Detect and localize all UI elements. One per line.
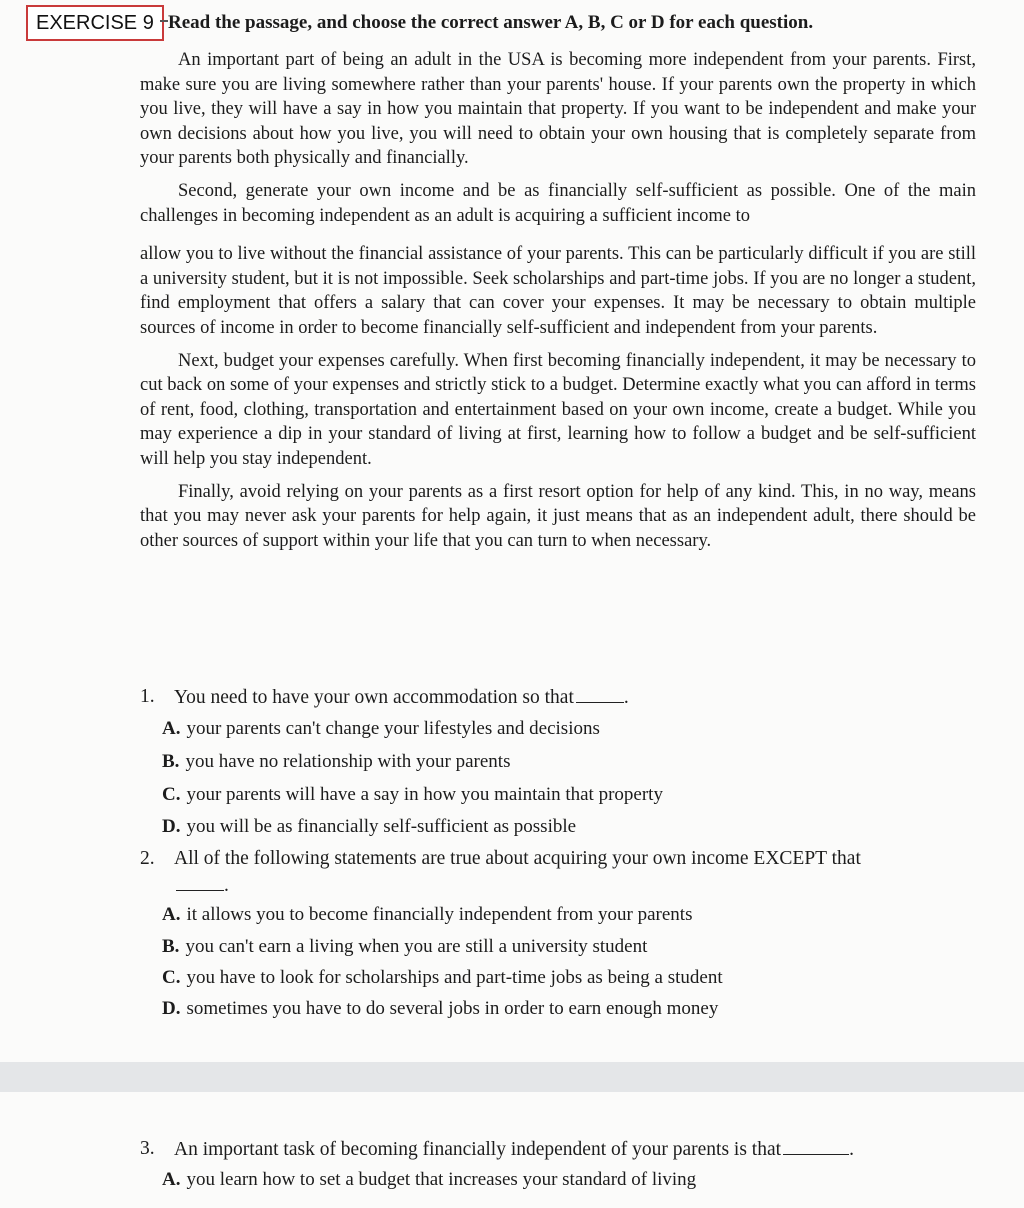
question-stem xyxy=(174,686,629,709)
option-letter: B. xyxy=(162,751,180,772)
question-blank-line xyxy=(174,874,229,897)
option-letter: C. xyxy=(162,967,181,988)
question-number: 1. xyxy=(140,686,155,707)
option-text: you will be as financially self-sufficient as possible xyxy=(186,816,577,837)
option-text: you learn how to set a budget that increases your standard of living xyxy=(186,1169,697,1190)
page-separator xyxy=(0,1062,1024,1092)
option-text: it allows you to become financially independent from your parents xyxy=(186,904,693,925)
question-number: 2. xyxy=(140,848,155,869)
question-end: . xyxy=(623,687,629,708)
option-letter: A. xyxy=(162,904,181,925)
exercise-label: EXERCISE 9 xyxy=(26,5,164,41)
option-text: you have no relationship with your parents xyxy=(185,751,511,772)
label-connector xyxy=(160,20,168,22)
question-text: You need to have your own accommodation so that xyxy=(174,687,574,708)
option-a[interactable] xyxy=(162,904,692,926)
exercise-instruction: Read the passage, and choose the correct answer A, B, C or D for each question. xyxy=(168,12,814,33)
option-text: you have to look for scholarships and part-time jobs as being a student xyxy=(186,967,723,988)
option-letter: D. xyxy=(162,816,181,837)
answer-blank xyxy=(576,686,624,703)
question-end: . xyxy=(849,1139,854,1160)
option-b[interactable] xyxy=(162,936,647,958)
option-d[interactable] xyxy=(162,998,718,1020)
passage-paragraph: allow you to live without the financial assistance of your parents. This can be particularly difficult if you are still a university student, but it is not impossible. Seek scholarships and part-time jobs. If you are no longer a student, find employment that offers a salary that can cover your expenses. It may be necessary to obtain multiple sources of income in order to become financially self-sufficient and independent from your parents. xyxy=(140,244,976,338)
option-text: your parents will have a say in how you maintain that property xyxy=(186,784,663,805)
question-end: . xyxy=(224,875,229,896)
option-b[interactable] xyxy=(162,751,510,773)
option-text: sometimes you have to do several jobs in order to earn enough money xyxy=(186,998,719,1019)
answer-blank xyxy=(783,1138,849,1155)
option-a[interactable] xyxy=(162,1169,696,1191)
option-text: your parents can't change your lifestyles and decisions xyxy=(186,718,600,739)
option-letter: B. xyxy=(162,936,180,957)
option-letter: A. xyxy=(162,1169,181,1190)
question-text: An important task of becoming financially independent of your parents is that xyxy=(174,1139,782,1160)
answer-blank xyxy=(176,874,224,891)
option-d[interactable] xyxy=(162,816,576,838)
passage-paragraph: An important part of being an adult in the USA is becoming more independent from your parents. First, make sure you are living somewhere rather than your parents' house. If your parents own the property in which you live, they will have a say in how you maintain that property. If you want to be independent and make your own decisions about how you live, you will need to obtain your own housing that is completely separate from your parents both physically and financially. xyxy=(140,50,976,169)
option-c[interactable] xyxy=(162,967,723,989)
option-letter: D. xyxy=(162,998,181,1019)
option-letter: C. xyxy=(162,784,181,805)
option-text: you can't earn a living when you are still a university student xyxy=(185,936,648,957)
option-letter: A. xyxy=(162,718,181,739)
question-number: 3. xyxy=(140,1138,155,1159)
option-a[interactable] xyxy=(162,718,600,740)
passage-paragraph: Finally, avoid relying on your parents as a first resort option for help of any kind. This, in no way, means that you may never ask your parents for help again, it just means that as an independent adult, there should be other sources of support within your life that you can turn to when necessary. xyxy=(140,481,976,551)
option-c[interactable] xyxy=(162,784,663,806)
reading-passage xyxy=(140,48,976,553)
question-stem xyxy=(174,1138,854,1161)
question-stem: All of the following statements are true about acquiring your own income EXCEPT that xyxy=(174,848,861,869)
passage-paragraph: Next, budget your expenses carefully. When first becoming financially independent, it may be necessary to cut back on some of your expenses and strictly stick to a budget. Determine exactly what you can afford in terms of rent, food, clothing, transportation and entertainment based on your own income, create a budget. While you may experience a dip in your standard of living at first, learning how to follow a budget and be self-sufficient will help you stay independent. xyxy=(140,350,976,469)
passage-paragraph: Second, generate your own income and be as financially self-sufficient as possible. One of the main challenges in becoming independent as an adult is acquiring a sufficient income to xyxy=(140,180,976,226)
